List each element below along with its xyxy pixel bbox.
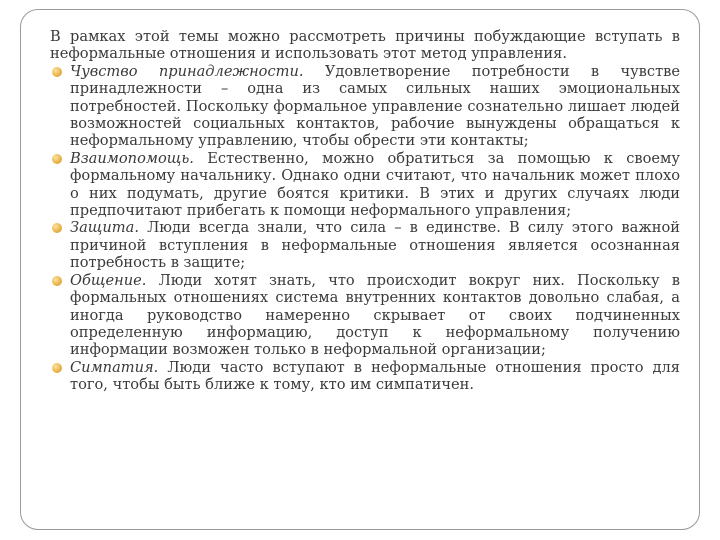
list-item <box>50 63 680 150</box>
item-term: Симпатия. <box>70 358 159 376</box>
list-item <box>50 272 680 359</box>
list-item <box>50 359 680 394</box>
item-term: Взаимопомощь. <box>70 149 194 167</box>
list-item <box>50 150 680 220</box>
bullet-icon <box>52 67 62 77</box>
item-term: Защита. <box>70 219 139 237</box>
slide-content <box>50 28 680 394</box>
item-text: Люди часто вступают в неформальные отношения просто для того, чтобы быть ближе к тому, кто им симпатичен. <box>70 358 680 394</box>
item-text: Люди хотят знать, что происходит вокруг них. Поскольку в формальных отношениях система внутренних контактов довольно слабая, а иногда руководство намеренно скрывает от своих подчиненных определенную информацию, доступ к неформальному получению информации возможен только в неформальной организации; <box>70 271 680 359</box>
list-item <box>50 219 680 271</box>
item-term: Чувство принадлежности. <box>70 62 304 80</box>
bullet-icon <box>52 154 62 164</box>
bullet-icon <box>52 276 62 286</box>
item-text: Естественно, можно обратиться за помощью к своему формальному начальнику. Однако одни считают, что начальник может плохо о них подумать, другие боятся критики. В этих и других случаях люди предпочитают прибегать к помощи неформального управления; <box>70 149 680 220</box>
item-term: Общение. <box>70 271 147 289</box>
intro-paragraph: В рамках этой темы можно рассмотреть причины побуждающие вступать в неформальные отношения и использовать этот метод управления. <box>50 28 680 63</box>
bullet-icon <box>52 223 62 233</box>
bullet-icon <box>52 363 62 373</box>
item-text: Удовлетворение потребности в чувстве принадлежности – одна из самых сильных наших эмоциональных потребностей. Поскольку формальное управление сознательно лишает людей возможностей социальных контактов, рабочие вынуждены обращаться к неформальному управлению, чтобы обрести эти контакты; <box>70 62 681 150</box>
item-text: Люди всегда знали, что сила – в единстве. В силу этого важной причиной вступления в неформальные отношения является осознанная потребность в защите; <box>70 219 680 272</box>
reasons-list <box>50 63 680 394</box>
